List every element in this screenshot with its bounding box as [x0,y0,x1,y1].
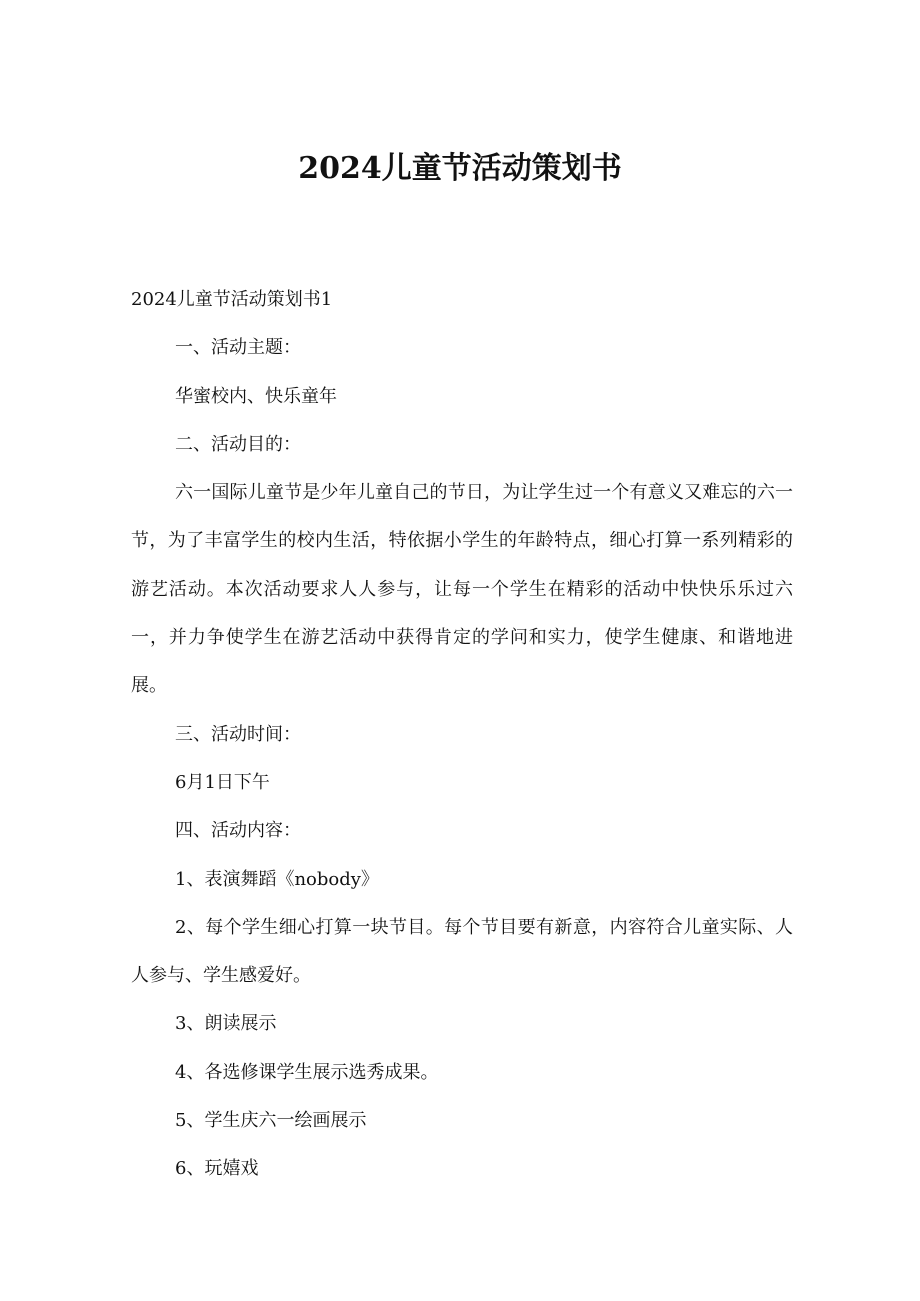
paragraph-section-3: 三、活动时间： [175,723,301,745]
paragraph-time: 6月1日下午 [175,771,270,793]
paragraph-theme: 华蜜校内、快乐童年 [175,385,337,407]
list-item: 2、每个学生细心打算一块节目。每个节目要有新意，内容符合儿童实际、人人参与、学生感爱好。 [131,916,793,987]
paragraph-heading-1: 2024儿童节活动策划书1 [131,289,333,310]
list-item: 4、各选修课学生展示选秀成果。 [175,1061,439,1083]
document-body [131,276,793,1194]
paragraph-section-1: 一、活动主题： [175,337,301,359]
list-item: 1、表演舞蹈《nobody》 [175,868,379,890]
paragraph-section-4: 四、活动内容： [175,820,301,842]
paragraph-purpose: 六一国际儿童节是少年儿童自己的节日，为让学生过一个有意义又难忘的六一节，为了丰富学生的校内生活，特依据小学生的年龄特点，细心打算一系列精彩的游艺活动。本次活动要求人人参与，让每一个学生在精彩的活动中快快乐乐过六一，并力争使学生在游艺活动中获得肯定的学问和实力，使学生健康、和谐地进展。 [131,482,793,697]
paragraph-section-2: 二、活动目的： [175,433,301,455]
list-item: 3、朗读展示 [175,1013,277,1035]
list-item: 6、玩嬉戏 [175,1158,259,1180]
list-item: 5、学生庆六一绘画展示 [175,1110,367,1132]
document-title: 2024儿童节活动策划书 [298,151,622,186]
